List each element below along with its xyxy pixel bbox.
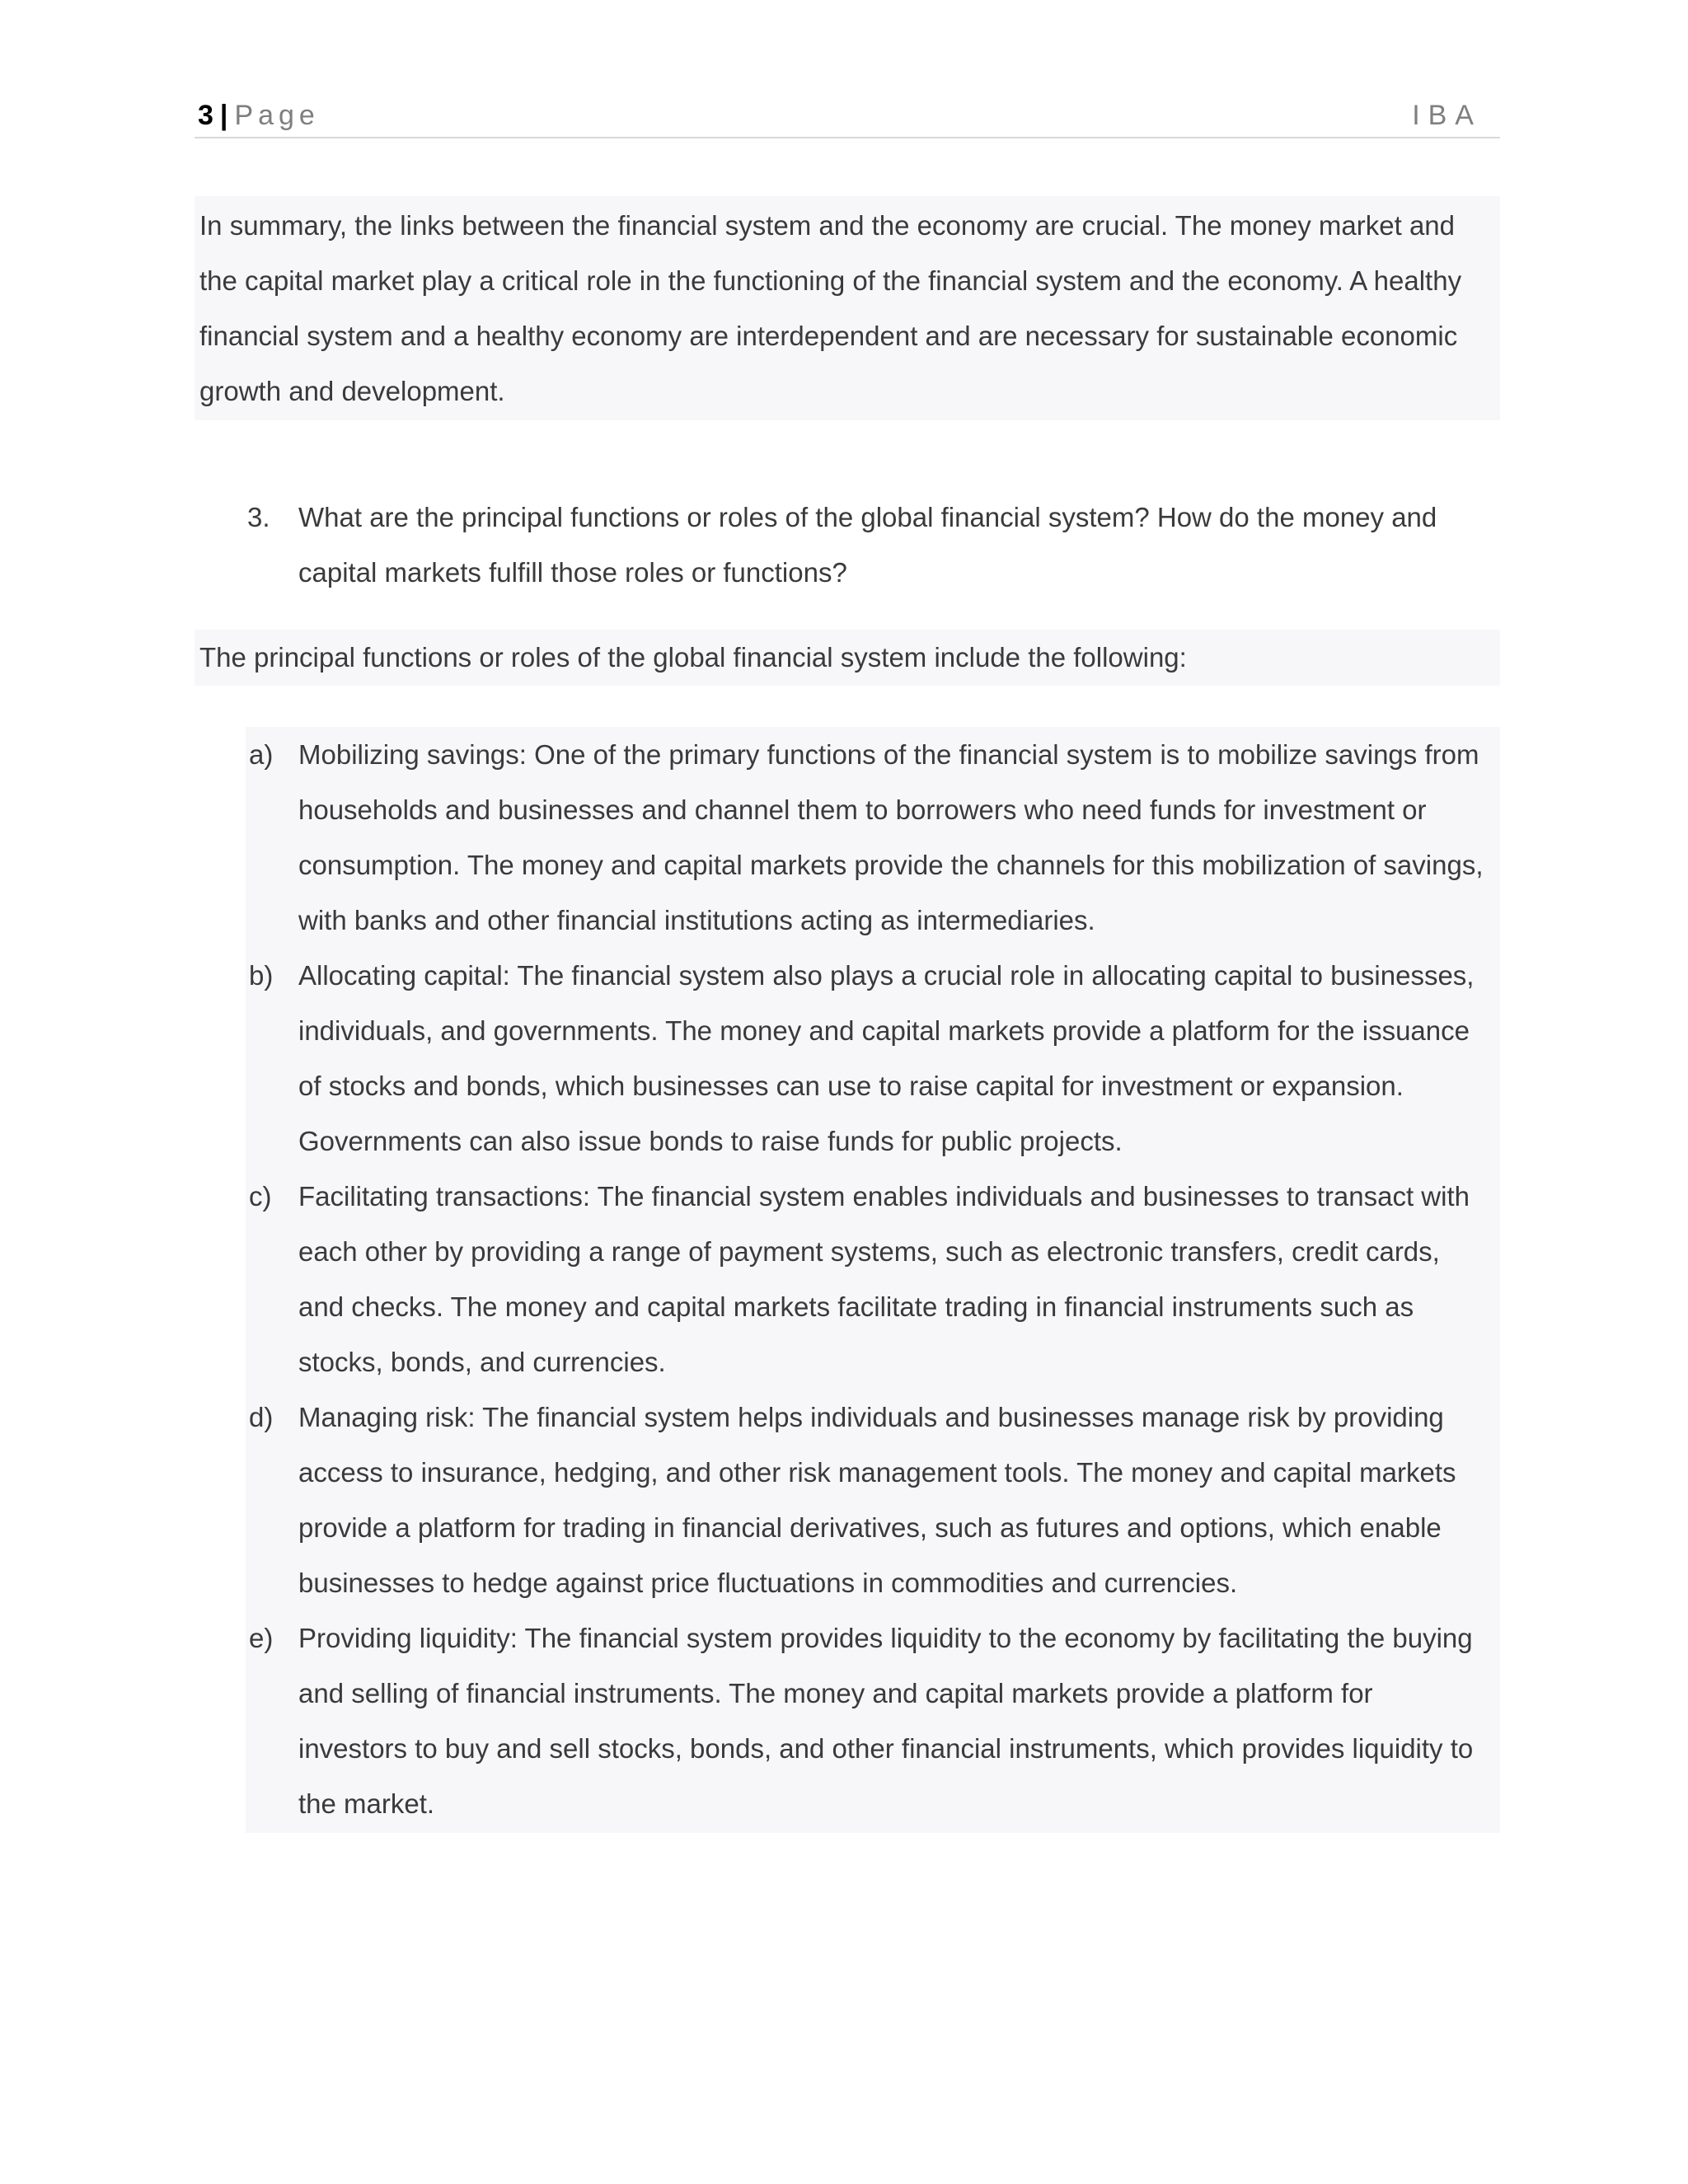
header-separator: | (219, 100, 228, 131)
list-item (246, 1390, 1500, 1610)
header-organization: IBA (1412, 100, 1482, 131)
question-number: 3. (247, 502, 270, 532)
page-number: 3 (198, 100, 213, 131)
intro-block (195, 630, 1500, 686)
list-item-text: Providing liquidity: The financial system provides liquidity to the economy by facilitating the buying and selling of financial instruments. The money and capital markets provide a platform for investors to buy and sell stocks, bonds, and other financial instruments, which provides liquidity to the market. (298, 1623, 1474, 1819)
list-item (246, 948, 1500, 1169)
list-item (246, 727, 1500, 948)
summary-paragraph: In summary, the links between the financial system and the economy are crucial. The money market and the capital market play a critical role in the functioning of the financial system and the economy. A healthy financial system and a healthy economy are interdependent and are necessary for sustainable economic growth and development. (199, 210, 1462, 406)
list-marker: d) (249, 1402, 274, 1432)
list-item-text: Managing risk: The financial system helps individuals and businesses manage risk by providing access to insurance, hedging, and other risk management tools. The money and capital markets provide a platform for trading in financial derivatives, such as futures and options, which enable businesses to hedge against price fluctuations in commodities and currencies. (298, 1402, 1456, 1598)
list-item-text: Facilitating transactions: The financial system enables individuals and businesses to transact with each other by providing a range of payment systems, such as electronic transfers, credit cards, and checks. The money and capital markets facilitate trading in financial instruments such as stocks, bonds, and currencies. (298, 1181, 1470, 1377)
list-item (246, 1610, 1500, 1831)
list-marker: a) (249, 739, 274, 770)
list-item-text: Allocating capital: The financial system also plays a crucial role in allocating capital to businesses, individuals, and governments. The money and capital markets provide a platform for the issuance of stocks and bonds, which businesses can use to raise capital for investment or expansion. Governments can also issue bonds to raise funds for public projects. (298, 960, 1475, 1156)
list-marker: e) (249, 1623, 274, 1653)
page-indicator (198, 99, 320, 132)
functions-list (246, 727, 1500, 1833)
page-label: Page (234, 100, 320, 131)
list-marker: c) (249, 1181, 272, 1212)
summary-block (195, 196, 1500, 420)
intro-paragraph: The principal functions or roles of the global financial system include the following: (199, 642, 1187, 673)
list-item-text: Mobilizing savings: One of the primary functions of the financial system is to mobilize savings from households and businesses and channel them to borrowers who need funds for investment or consumption. The money and capital markets provide the channels for this mobilization of savings, with banks and other financial institutions acting as intermediaries. (298, 739, 1484, 935)
list-marker: b) (249, 960, 274, 991)
question-text: What are the principal functions or roles of the global financial system? How do the money and capital markets fulfill those roles or functions? (298, 502, 1437, 588)
page-header (195, 97, 1500, 138)
list-item (246, 1169, 1500, 1390)
